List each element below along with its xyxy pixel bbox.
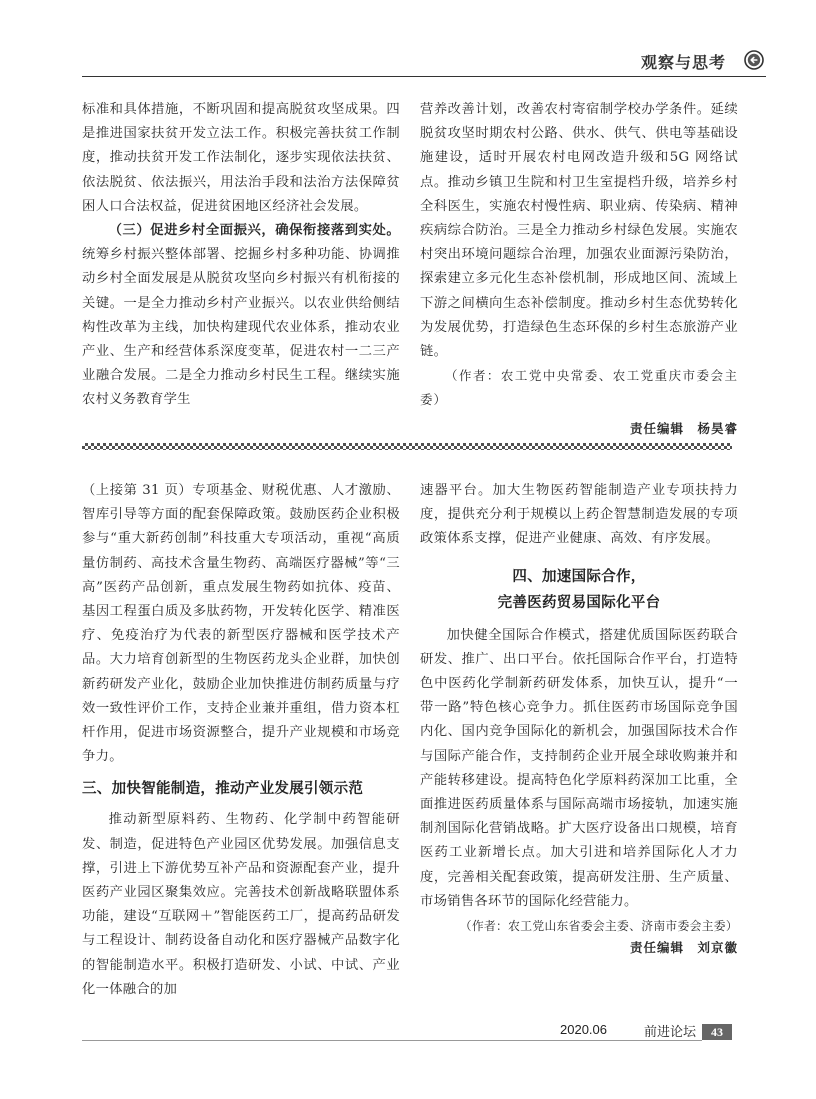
section-heading-line: 完善医药贸易国际化平台 bbox=[497, 594, 661, 611]
article1-left-column bbox=[82, 98, 400, 413]
article1-paragraph bbox=[82, 219, 400, 413]
subsection-heading: （三）促进乡村全面振兴，确保衔接落到实处。 bbox=[108, 223, 400, 239]
article1-paragraph: 标准和具体措施，不断巩固和提高脱贫攻坚成果。四是推进国家扶贫开发立法工作。积极完善扶贫工作制度，推动扶贫开发工作法制化，逐步实现依法扶贫、依法脱贫、依法振兴，用法治手段和法治方法保障贫困人口合法权益，促进贫困地区经济社会发展。 bbox=[82, 102, 400, 214]
paragraph-body: 统筹乡村振兴整体部署、挖掘乡村多种功能、协调推动乡村全面发展是从脱贫攻坚向乡村振兴有机衔接的关键。一是全力推动乡村产业振兴。以农业供给侧结构性改革为主线，加快构建现代农业体系，推动农业产业、生产和经营体系深度变革，促进农村一二三产业融合发展。二是全力推动乡村民生工程。继续实施农村义务教育学生 bbox=[82, 247, 400, 408]
page-header bbox=[82, 48, 766, 77]
article-separator bbox=[82, 443, 732, 450]
section-heading bbox=[420, 564, 738, 616]
article1-right-column bbox=[420, 98, 738, 441]
section-title: 观察与思考 bbox=[640, 53, 726, 72]
responsible-editor: 责任编辑 杨昊睿 bbox=[629, 420, 738, 436]
page-footer bbox=[82, 1020, 702, 1041]
article2-left-column bbox=[82, 479, 400, 1002]
article2-paragraph: 加快健全国际合作模式，搭建优质国际医药联合研发、推广、出口平台。依托国际合作平台，打造特色中医药化学制新药研发体系，加快互认，提升“一带一路”特色核心竞争力。抓住医药市场国际竞争国内化、国内竞争国际化的新机会，加强国际技术合作与国际产能合作，支持制药企业开展全球收购兼并和产能转移建设。提高特色化学原料药深加工比重，全面推进医药质量体系与国际高端市场接轨，加速实施制剂国际化营销战略。扩大医疗设备出口规模，培育医药工业新增长点。加大引进和培养国际化人才力度，完善相关配套政策，提高研发注册、生产质量、市场销售各环节的国际化经营能力。 bbox=[420, 627, 738, 909]
author-byline: （作者：农工党中央常委、农工党重庆市委会主委） bbox=[420, 368, 738, 408]
article2-paragraph: （上接第 31 页）专项基金、财税优惠、人才激励、智库引导等方面的配套保障政策。鼓励医药企业积极参与“重大新药创制”科技重大专项活动，重视“高质量仿制药、高技术含量生物药、高端医疗器械”等“三高”医药产品创新，重点发展生物药如抗体、疫苗、基因工程蛋白质及多肽药物，开发转化医学、精准医疗、免疫治疗为代表的新型医疗器械和医学技术产品。大力培育创新型的生物医药龙头企业群，加快创新药研发产业化，鼓励企业加快推进仿制药质量与疗效一致性评价工作，支持企业兼并重组，借力资本杠杆作用，促进市场资源整合，提升产业规模和市场竞争力。 bbox=[82, 483, 400, 765]
article2-right-column bbox=[420, 479, 738, 958]
issue-date: 2020.06 bbox=[560, 1022, 607, 1037]
author-byline: （作者：农工党山东省委会主委、济南市委会主委） bbox=[459, 919, 738, 934]
circle-arrow-left-icon bbox=[744, 50, 764, 70]
article1-paragraph: 营养改善计划，改善农村寄宿制学校办学条件。延续脱贫攻坚时期农村公路、供水、供气、供电等基础设施建设，适时开展农村电网改造升级和5G 网络试点。推动乡镇卫生院和村卫生室提档升级，培养乡村全科医生，实施农村慢性病、职业病、传染病、精神疾病综合防治。三是全力推动乡村绿色发展。实施农村突出环境问题综合治理，加强农业面源污染防治，探索建立多元化生态补偿机制，形成地区间、流域上下游之间横向生态补偿制度。推动乡村生态优势转化为发展优势，打造绿色生态环保的乡村生态旅游产业链。 bbox=[420, 102, 738, 360]
article2-paragraph: 速器平台。加大生物医药智能制造产业专项扶持力度，提供充分利于规模以上药企智慧制造发展的专项政策体系支撑，促进产业健康、高效、有序发展。 bbox=[420, 483, 738, 547]
section-heading-line: 四、加速国际合作， bbox=[512, 568, 646, 585]
journal-name: 前进论坛 bbox=[643, 1025, 696, 1040]
page-number: 43 bbox=[702, 1024, 732, 1040]
responsible-editor: 责任编辑 刘京徽 bbox=[629, 940, 738, 956]
article2-paragraph: 推动新型原料药、生物药、化学制中药智能研发、制造，促进特色产业园区优势发展。加强信息支撑，引进上下游优势互补产品和资源配套产业，提升医药产业园区聚集效应。完善技术创新战略联盟体系功能，建设“互联网＋”智能医药工厂，提高药品研发与工程设计、制药设备自动化和医疗器械产品数字化的智能制造水平。积极打造研发、小试、中试、产业化一体融合的加 bbox=[82, 812, 400, 997]
section-heading: 三、加快智能制造，推动产业发展引领示范 bbox=[82, 781, 364, 798]
